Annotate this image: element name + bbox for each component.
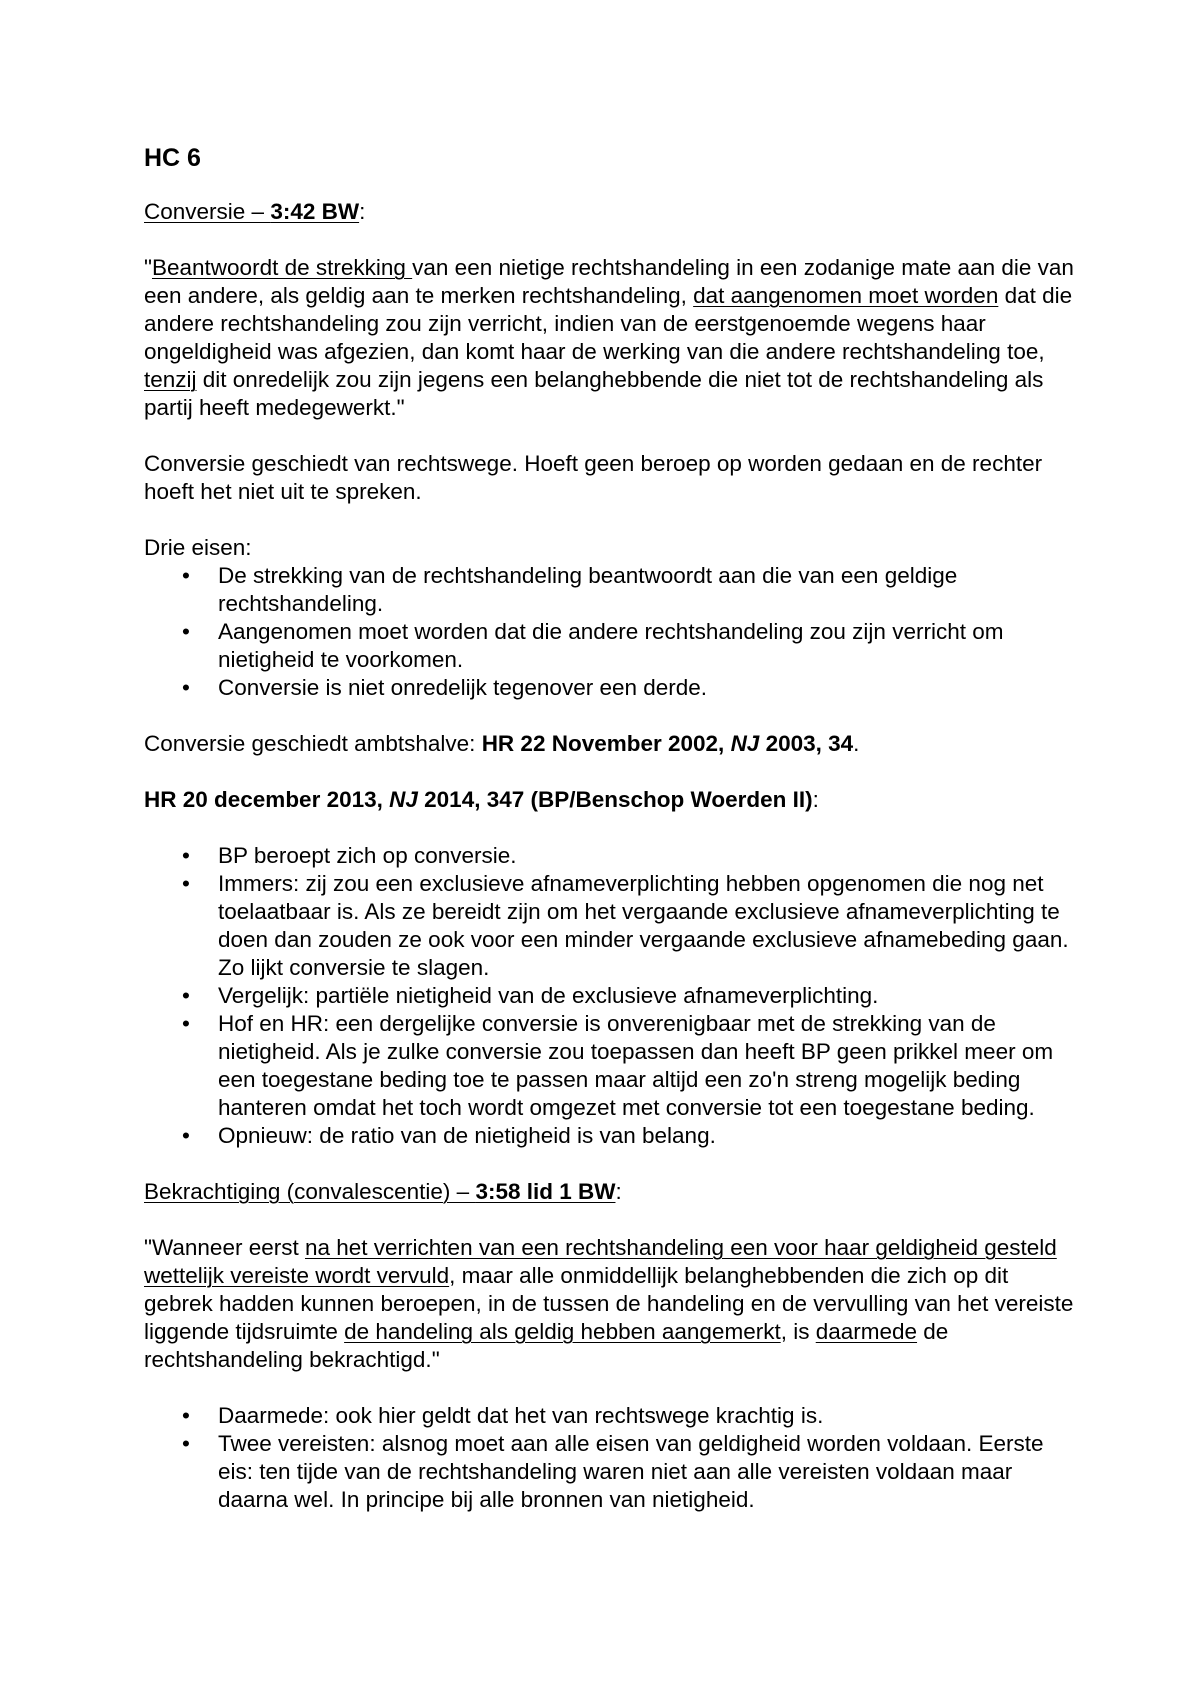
list-item: • Conversie is niet onredelijk tegenover een derde. [182, 675, 708, 700]
bullet-icon: • [182, 563, 190, 588]
bullet-icon: • [182, 619, 190, 644]
list-item: • Opnieuw: de ratio van de nietigheid is van belang. [182, 1123, 716, 1148]
list-item: • Hof en HR: een dergelijke conversie is onverenigbaar met de strekking van de nietigheid. Als je zulke conversie zou toepassen dan heeft BP geen prikkel meer om een toegestane beding toe te passen maar altijd een zo'n streng mogelijk beding hanteren omdat het toch wordt omgezet met conversie tot een toegestane beding. [182, 1011, 1054, 1120]
drie-eisen-label: Drie eisen: [144, 535, 252, 560]
bekrachtiging-points-list [144, 1402, 1074, 1514]
case-heading-bp-benschop: HR 20 december 2013, NJ 2014, 347 (BP/Benschop Woerden II): [144, 787, 819, 812]
bullet-icon: • [182, 1011, 190, 1036]
document-page [144, 140, 1074, 1514]
list-item: • Aangenomen moet worden dat die andere rechtshandeling zou zijn verricht om nietigheid te voorkomen. [182, 619, 1004, 672]
bullet-icon: • [182, 843, 190, 868]
quote-article-3-42: "Beantwoordt de strekking van een nietige rechtshandeling in een zodanige mate aan die van een andere, als geldig aan te merken rechtshandeling, dat aangenomen moet worden dat die andere rechtshandeling zou zijn verricht, indien van de eerstgenoemde wegens haar ongeldigheid was afgezien, dan komt haar de werking van die andere rechtshandeling toe, tenzij dit onredelijk zou zijn jegens een belanghebbende die niet tot de rechtshandeling als partij heeft medegewerkt." [144, 255, 1074, 420]
page-title: HC 6 [144, 144, 201, 172]
list-item: • Immers: zij zou een exclusieve afnameverplichting hebben opgenomen die nog net toelaatbaar is. Als ze bereidt zijn om het vergaande exclusieve afnameverplichting te doen dan zouden ze ook voor een minder vergaande exclusieve afnamebeding gaan. Zo lijkt conversie te slagen. [182, 871, 1069, 980]
bullet-icon: • [182, 1431, 190, 1456]
list-item: • De strekking van de rechtshandeling beantwoordt aan die van een geldige rechtshandeling. [182, 563, 958, 616]
paragraph-ambtshalve: Conversie geschiedt ambtshalve: HR 22 November 2002, NJ 2003, 34. [144, 731, 860, 756]
list-item: • Daarmede: ook hier geldt dat het van rechtswege krachtig is. [182, 1403, 824, 1428]
drie-eisen-list [144, 562, 1074, 702]
bullet-icon: • [182, 675, 190, 700]
list-item: • BP beroept zich op conversie. [182, 843, 517, 868]
article-reference: 3:42 BW [270, 199, 360, 224]
case-points-list [144, 842, 1074, 1150]
case-reference: HR 22 November 2002, NJ 2003, 34 [481, 731, 854, 756]
bullet-icon: • [182, 1123, 190, 1148]
bullet-icon: • [182, 871, 190, 896]
paragraph-rechtswege: Conversie geschiedt van rechtswege. Hoeft geen beroep op worden gedaan en de rechter hoeft het niet uit te spreken. [144, 451, 1043, 504]
bullet-icon: • [182, 1403, 190, 1428]
list-item: • Twee vereisten: alsnog moet aan alle eisen van geldigheid worden voldaan. Eerste eis: ten tijde van de rechtshandeling waren niet aan alle vereisten voldaan maar daarna wel. In principe bij alle bronnen van nietigheid. [182, 1431, 1044, 1512]
bullet-icon: • [182, 983, 190, 1008]
bekrachtiging-heading: Bekrachtiging (convalescentie) – 3:58 lid 1 BW: [144, 1179, 622, 1204]
quote-article-3-58: "Wanneer eerst na het verrichten van een rechtshandeling een voor haar geldigheid gesteld wettelijk vereiste wordt vervuld, maar alle onmiddellijk belanghebbenden die zich op dit gebrek hadden kunnen beroepen, in de tussen de handeling en de vervulling van het vereiste liggende tijdsruimte de handeling als geldig hebben aangemerkt, is daarmede de rechtshandeling bekrachtigd." [144, 1235, 1074, 1372]
list-item: • Vergelijk: partiële nietigheid van de exclusieve afnameverplichting. [182, 983, 879, 1008]
article-reference: 3:58 lid 1 BW [475, 1179, 616, 1204]
conversie-heading: Conversie – 3:42 BW: [144, 199, 366, 224]
